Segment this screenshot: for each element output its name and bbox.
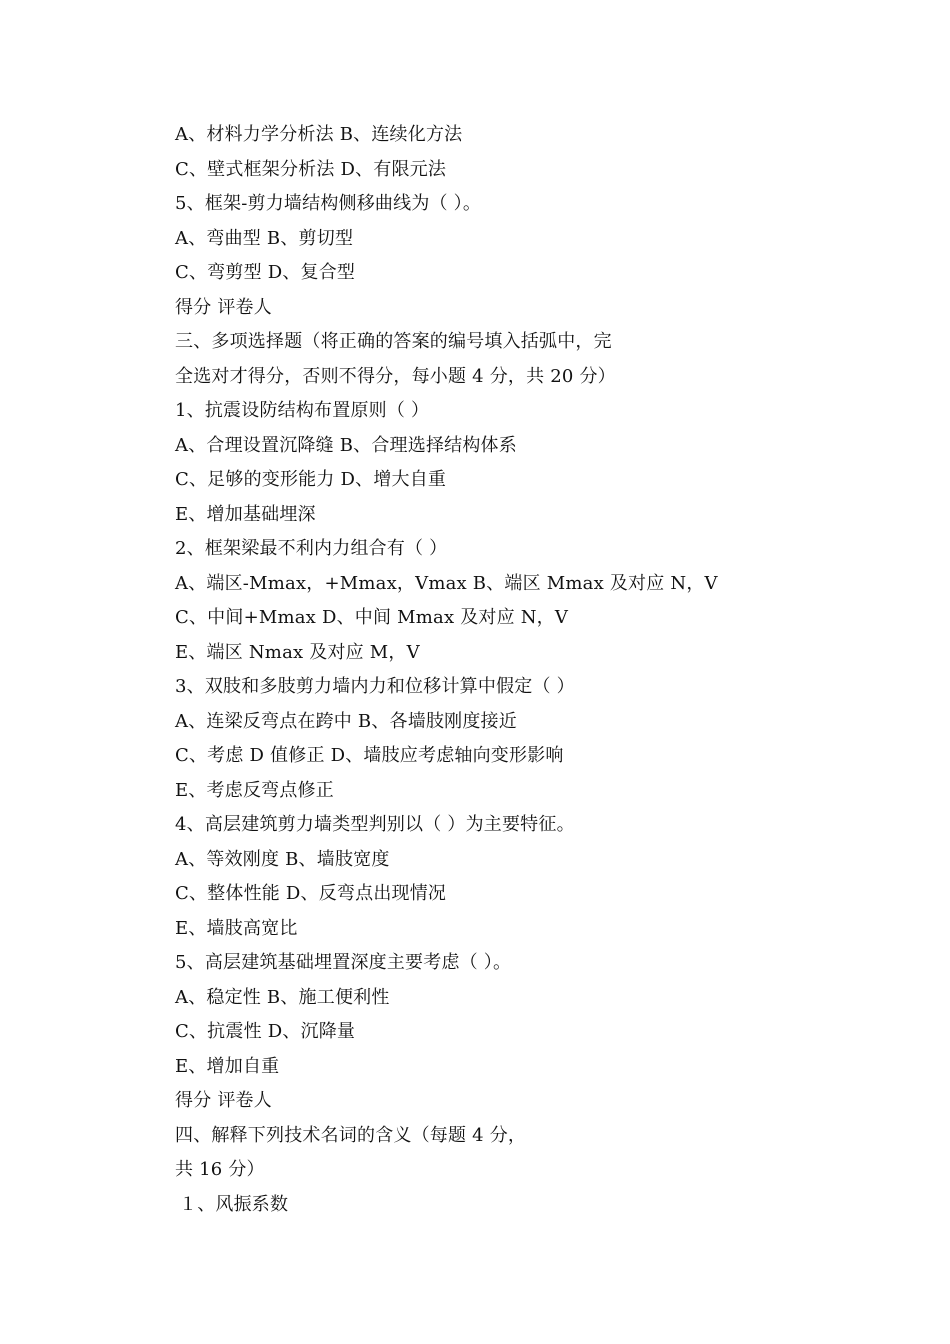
multi-q5-option-e: E、增加自重 (175, 1055, 280, 1077)
option-line-5a-5b: A、弯曲型 B、剪切型 (175, 227, 354, 249)
multi-q2-option-c-d: C、中间+Mmax D、中间 Mmax 及对应 N，V (175, 607, 569, 628)
section-3-heading-cont: 全选对才得分，否则不得分，每小题 4 分，共 20 分） (175, 365, 616, 387)
multi-q3-option-c-d: C、考虑 D 值修正 D、墙肢应考虑轴向变形影响 (175, 745, 564, 766)
document-body (175, 118, 875, 1222)
section-4-heading: 四、解释下列技术名词的含义（每题 4 分， (175, 1124, 527, 1146)
multi-q4-option-a-b: A、等效刚度 B、墙肢宽度 (175, 848, 390, 870)
multi-q1-option-e: E、增加基础埋深 (175, 503, 316, 525)
option-line-5c-5d: C、弯剪型 D、复合型 (175, 262, 356, 283)
multi-q3-option-a-b: A、连梁反弯点在跨中 B、各墙肢刚度接近 (175, 710, 517, 732)
multi-q1-option-c-d: C、足够的变形能力 D、增大自重 (175, 469, 447, 490)
multi-q5-option-a-b: A、稳定性 B、施工便利性 (175, 986, 390, 1008)
multi-question-3: 3、双肢和多肢剪力墙内力和位移计算中假定（ ） (175, 676, 575, 697)
multi-q2-option-a-b: A、端区-Mmax，+Mmax，Vmax B、端区 Mmax 及对应 N，V (175, 572, 718, 594)
multi-q2-option-e: E、端区 Nmax 及对应 M，V (175, 641, 420, 663)
multi-question-2: 2、框架梁最不利内力组合有（ ） (175, 538, 448, 559)
multi-q5-option-c-d: C、抗震性 D、沉降量 (175, 1021, 356, 1042)
multi-question-4: 4、高层建筑剪力墙类型判别以（ ）为主要特征。 (175, 814, 575, 835)
multi-q4-option-e: E、墙肢高宽比 (175, 917, 298, 939)
question-5-single: 5、框架-剪力墙结构侧移曲线为（ ）。 (175, 193, 482, 214)
multi-q3-option-e: E、考虑反弯点修正 (175, 779, 334, 801)
score-grader-label-2: 得分 评卷人 (175, 1090, 272, 1111)
option-line-4c-4d: C、壁式框架分析法 D、有限元法 (175, 158, 447, 180)
section-3-heading: 三、多项选择题（将正确的答案的编号填入括弧中，完 (175, 331, 612, 352)
option-line-4a-4b: A、材料力学分析法 B、连续化方法 (175, 124, 463, 145)
multi-q1-option-a-b: A、合理设置沉降缝 B、合理选择结构体系 (175, 434, 517, 456)
multi-question-5: 5、高层建筑基础埋置深度主要考虑（ ）。 (175, 952, 512, 973)
section-4-heading-cont: 共 16 分） (175, 1159, 265, 1180)
score-grader-label: 得分 评卷人 (175, 296, 272, 318)
term-question-1: １、风振系数 (179, 1193, 289, 1215)
multi-q4-option-c-d: C、整体性能 D、反弯点出现情况 (175, 883, 447, 904)
multi-question-1: 1、抗震设防结构布置原则（ ） (175, 400, 430, 421)
